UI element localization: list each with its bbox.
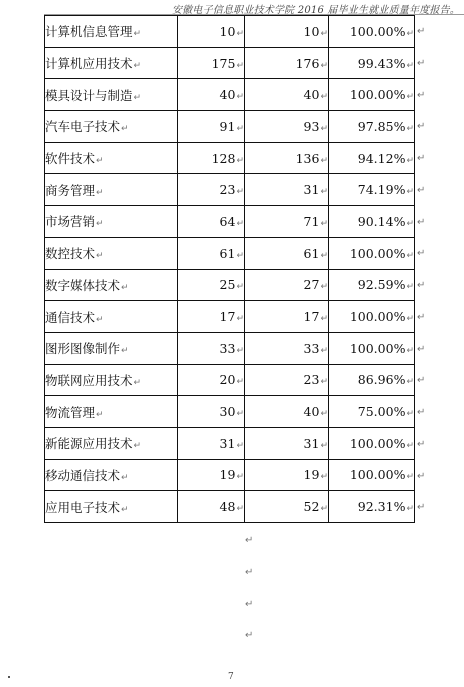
row-end-mark: ↵: [417, 248, 426, 260]
running-header: 安徽电子信息职业技术学院 2016 届毕业生就业质量年度报告。: [171, 5, 460, 16]
paragraph-mark: ↵: [245, 630, 254, 641]
cell-end-mark: ↵: [320, 28, 328, 39]
cell-end-mark: ↵: [406, 250, 414, 261]
cell-end-mark: ↵: [96, 187, 104, 198]
row-end-mark: ↵: [417, 343, 426, 355]
total-count-cell: [245, 459, 329, 491]
rate-cell: [329, 174, 415, 206]
cell-end-mark: ↵: [96, 251, 104, 262]
cell-text: 40: [303, 87, 320, 103]
cell-text: 71: [303, 213, 320, 229]
cell-text: 100.00%: [349, 245, 406, 261]
cell-end-mark: ↵: [320, 409, 328, 420]
cell-text: 100.00%: [349, 87, 406, 103]
cell-end-mark: ↵: [133, 61, 142, 72]
graduates-count-cell: [178, 47, 245, 79]
cell-text: 17: [303, 309, 320, 325]
cell-text: 23: [303, 372, 320, 388]
total-count-cell: [245, 16, 329, 48]
rate-cell: [329, 237, 415, 269]
cell-end-mark: ↵: [236, 250, 244, 261]
cell-end-mark: ↵: [320, 314, 328, 325]
cell-text: 23: [219, 182, 236, 198]
cell-text: 30: [219, 404, 236, 420]
cell-end-mark: ↵: [133, 92, 142, 103]
table-row: [45, 16, 415, 48]
cell-end-mark: ↵: [406, 440, 414, 451]
rate-cell: [329, 111, 415, 143]
row-end-mark: ↵: [417, 57, 426, 69]
rate-cell: [329, 47, 415, 79]
table-row: [45, 142, 415, 174]
cell-text: 97.85%: [357, 118, 406, 134]
row-end-mark: ↵: [417, 470, 426, 482]
row-end-mark: ↵: [417, 502, 426, 514]
cell-text: 10: [219, 23, 236, 39]
cell-end-mark: ↵: [121, 282, 129, 293]
cell-text: 19: [303, 467, 320, 483]
row-end-mark: ↵: [417, 438, 426, 450]
cell-end-mark: ↵: [236, 28, 244, 39]
cell-end-mark: ↵: [406, 377, 414, 388]
cell-text: 19: [219, 467, 236, 483]
row-end-mark: ↵: [417, 184, 426, 196]
cell-end-mark: ↵: [406, 409, 414, 420]
major-name-cell: [45, 396, 178, 428]
cell-text: 软件技术: [45, 151, 96, 167]
cell-text: 模具设计与制造: [45, 87, 133, 103]
graduates-count-cell: [178, 142, 245, 174]
rate-cell: [329, 396, 415, 428]
cell-end-mark: ↵: [406, 60, 414, 71]
graduates-count-cell: [178, 269, 245, 301]
rate-cell: [329, 206, 415, 238]
graduates-count-cell: [178, 206, 245, 238]
cell-end-mark: ↵: [320, 282, 328, 293]
graduates-count-cell: [178, 301, 245, 333]
table-row: [45, 427, 415, 459]
total-count-cell: [245, 427, 329, 459]
cell-text: 61: [303, 245, 320, 261]
rate-cell: [329, 16, 415, 48]
cell-text: 75.00%: [357, 404, 406, 420]
table-row: [45, 237, 415, 269]
cell-end-mark: ↵: [236, 345, 244, 356]
table-row: [45, 491, 415, 523]
row-end-mark: ↵: [417, 121, 426, 133]
table-row: [45, 459, 415, 491]
cell-end-mark: ↵: [96, 156, 104, 167]
paragraph-mark: ↵: [245, 567, 254, 578]
cell-end-mark: ↵: [320, 377, 328, 388]
cell-text: 100.00%: [349, 23, 406, 39]
rate-cell: [329, 364, 415, 396]
cell-end-mark: ↵: [236, 187, 244, 198]
cell-text: 94.12%: [357, 150, 406, 166]
major-name-cell: [45, 111, 178, 143]
major-name-cell: [45, 301, 178, 333]
cell-text: 100.00%: [349, 435, 406, 451]
total-count-cell: [245, 332, 329, 364]
cell-end-mark: ↵: [236, 155, 244, 166]
cell-text: 100.00%: [349, 467, 406, 483]
table-row: [45, 269, 415, 301]
cell-text: 92.31%: [357, 499, 406, 515]
cell-end-mark: ↵: [236, 282, 244, 293]
cell-text: 10: [303, 23, 320, 39]
cell-text: 31: [303, 435, 320, 451]
paragraph-mark: ↵: [245, 599, 254, 610]
paragraph-mark: ↵: [245, 535, 254, 546]
cell-text: 48: [219, 499, 236, 515]
cell-end-mark: ↵: [406, 92, 414, 103]
row-end-mark: ↵: [417, 89, 426, 101]
cell-text: 27: [303, 277, 320, 293]
cell-end-mark: ↵: [121, 346, 129, 357]
rate-cell: [329, 269, 415, 301]
total-count-cell: [245, 111, 329, 143]
total-count-cell: [245, 301, 329, 333]
major-name-cell: [45, 459, 178, 491]
graduates-count-cell: [178, 459, 245, 491]
cell-text: 136: [295, 150, 320, 166]
graduates-count-cell: [178, 491, 245, 523]
page-number: 7: [228, 672, 234, 682]
cell-text: 应用电子技术: [45, 499, 121, 515]
cell-text: 93: [303, 118, 320, 134]
cell-text: 计算机应用技术: [45, 56, 133, 72]
total-count-cell: [245, 142, 329, 174]
cell-end-mark: ↵: [320, 218, 328, 229]
table-row: [45, 364, 415, 396]
table-row: [45, 301, 415, 333]
cell-text: 商务管理: [45, 182, 96, 198]
cell-text: 91: [219, 118, 236, 134]
total-count-cell: [245, 47, 329, 79]
cell-end-mark: ↵: [236, 218, 244, 229]
cell-text: 86.96%: [357, 372, 406, 388]
cell-end-mark: ↵: [406, 314, 414, 325]
table-row: [45, 206, 415, 238]
rate-cell: [329, 491, 415, 523]
cell-text: 128: [211, 150, 236, 166]
cell-end-mark: ↵: [236, 60, 244, 71]
table-row: [45, 79, 415, 111]
cell-end-mark: ↵: [121, 124, 129, 135]
graduates-count-cell: [178, 396, 245, 428]
cell-text: 计算机信息管理: [45, 24, 133, 40]
major-name-cell: [45, 364, 178, 396]
major-name-cell: [45, 16, 178, 48]
total-count-cell: [245, 364, 329, 396]
cell-text: 移动通信技术: [45, 467, 121, 483]
cell-end-mark: ↵: [406, 504, 414, 515]
cell-end-mark: ↵: [236, 123, 244, 134]
cell-text: 90.14%: [357, 213, 406, 229]
table-row: [45, 396, 415, 428]
graduates-count-cell: [178, 427, 245, 459]
rate-cell: [329, 332, 415, 364]
cell-end-mark: ↵: [320, 472, 328, 483]
row-end-mark: ↵: [417, 26, 426, 37]
cell-end-mark: ↵: [236, 409, 244, 420]
cell-text: 92.59%: [357, 277, 406, 293]
corner-mark: [8, 676, 10, 678]
graduates-count-cell: [178, 16, 245, 48]
cell-text: 100.00%: [349, 309, 406, 325]
row-end-mark: ↵: [417, 280, 426, 291]
cell-text: 物联网应用技术: [45, 372, 133, 388]
cell-end-mark: ↵: [320, 440, 328, 451]
cell-end-mark: ↵: [236, 314, 244, 325]
cell-text: 176: [295, 55, 320, 71]
rate-cell: [329, 79, 415, 111]
cell-end-mark: ↵: [236, 440, 244, 451]
cell-text: 40: [303, 404, 320, 420]
major-name-cell: [45, 79, 178, 111]
table-row: [45, 174, 415, 206]
total-count-cell: [245, 206, 329, 238]
row-end-mark: ↵: [417, 153, 426, 164]
row-end-mark: ↵: [417, 375, 426, 387]
total-count-cell: [245, 491, 329, 523]
cell-end-mark: ↵: [121, 504, 129, 515]
row-end-mark: ↵: [417, 407, 426, 418]
rate-cell: [329, 142, 415, 174]
graduates-count-cell: [178, 237, 245, 269]
cell-end-mark: ↵: [320, 155, 328, 166]
graduates-count-cell: [178, 111, 245, 143]
cell-text: 52: [303, 499, 320, 515]
cell-end-mark: ↵: [406, 123, 414, 134]
cell-end-mark: ↵: [320, 123, 328, 134]
cell-end-mark: ↵: [236, 472, 244, 483]
cell-text: 汽车电子技术: [45, 119, 121, 135]
major-name-cell: [45, 427, 178, 459]
major-name-cell: [45, 269, 178, 301]
cell-end-mark: ↵: [236, 92, 244, 103]
graduates-count-cell: [178, 332, 245, 364]
major-name-cell: [45, 142, 178, 174]
cell-text: 31: [303, 182, 320, 198]
cell-end-mark: ↵: [320, 504, 328, 515]
row-end-mark: ↵: [417, 311, 426, 323]
cell-end-mark: ↵: [320, 60, 328, 71]
cell-end-mark: ↵: [236, 377, 244, 388]
cell-text: 20: [219, 372, 236, 388]
cell-text: 31: [219, 435, 236, 451]
cell-end-mark: ↵: [406, 472, 414, 483]
employment-rate-table: [44, 15, 415, 523]
cell-text: 17: [219, 309, 236, 325]
major-name-cell: [45, 332, 178, 364]
rate-cell: [329, 427, 415, 459]
rate-cell: [329, 459, 415, 491]
major-name-cell: [45, 206, 178, 238]
row-end-mark: ↵: [417, 216, 426, 228]
total-count-cell: [245, 79, 329, 111]
cell-text: 33: [219, 340, 236, 356]
cell-text: 99.43%: [357, 55, 406, 71]
major-name-cell: [45, 237, 178, 269]
cell-end-mark: ↵: [96, 314, 104, 325]
cell-end-mark: ↵: [320, 250, 328, 261]
cell-end-mark: ↵: [96, 409, 104, 420]
graduates-count-cell: [178, 174, 245, 206]
cell-text: 61: [219, 245, 236, 261]
cell-end-mark: ↵: [121, 472, 129, 483]
total-count-cell: [245, 269, 329, 301]
cell-text: 新能源应用技术: [45, 436, 133, 452]
cell-text: 100.00%: [349, 340, 406, 356]
major-name-cell: [45, 491, 178, 523]
total-count-cell: [245, 237, 329, 269]
cell-text: 175: [211, 55, 236, 71]
cell-text: 25: [219, 277, 236, 293]
total-count-cell: [245, 396, 329, 428]
rate-cell: [329, 301, 415, 333]
major-name-cell: [45, 174, 178, 206]
cell-text: 通信技术: [45, 309, 96, 325]
cell-end-mark: ↵: [406, 155, 414, 166]
cell-text: 74.19%: [357, 182, 406, 198]
cell-text: 33: [303, 340, 320, 356]
total-count-cell: [245, 174, 329, 206]
cell-end-mark: ↵: [133, 441, 142, 452]
cell-text: 64: [219, 213, 236, 229]
table-row: [45, 47, 415, 79]
cell-text: 数控技术: [45, 246, 96, 262]
cell-end-mark: ↵: [406, 218, 414, 229]
cell-text: 数字媒体技术: [45, 277, 121, 293]
cell-end-mark: ↵: [406, 187, 414, 198]
graduates-count-cell: [178, 364, 245, 396]
cell-end-mark: ↵: [320, 187, 328, 198]
cell-end-mark: ↵: [96, 219, 104, 230]
cell-text: 物流管理: [45, 404, 96, 420]
cell-end-mark: ↵: [133, 29, 142, 40]
cell-end-mark: ↵: [406, 28, 414, 39]
cell-end-mark: ↵: [236, 504, 244, 515]
cell-end-mark: ↵: [406, 345, 414, 356]
table-row: [45, 332, 415, 364]
cell-end-mark: ↵: [133, 377, 142, 388]
cell-text: 市场营销: [45, 214, 96, 230]
cell-end-mark: ↵: [320, 345, 328, 356]
cell-text: 图形图像制作: [45, 341, 121, 357]
graduates-count-cell: [178, 79, 245, 111]
table-body: [45, 16, 415, 523]
cell-end-mark: ↵: [406, 282, 414, 293]
cell-text: 40: [219, 87, 236, 103]
major-name-cell: [45, 47, 178, 79]
cell-end-mark: ↵: [320, 92, 328, 103]
table-row: [45, 111, 415, 143]
